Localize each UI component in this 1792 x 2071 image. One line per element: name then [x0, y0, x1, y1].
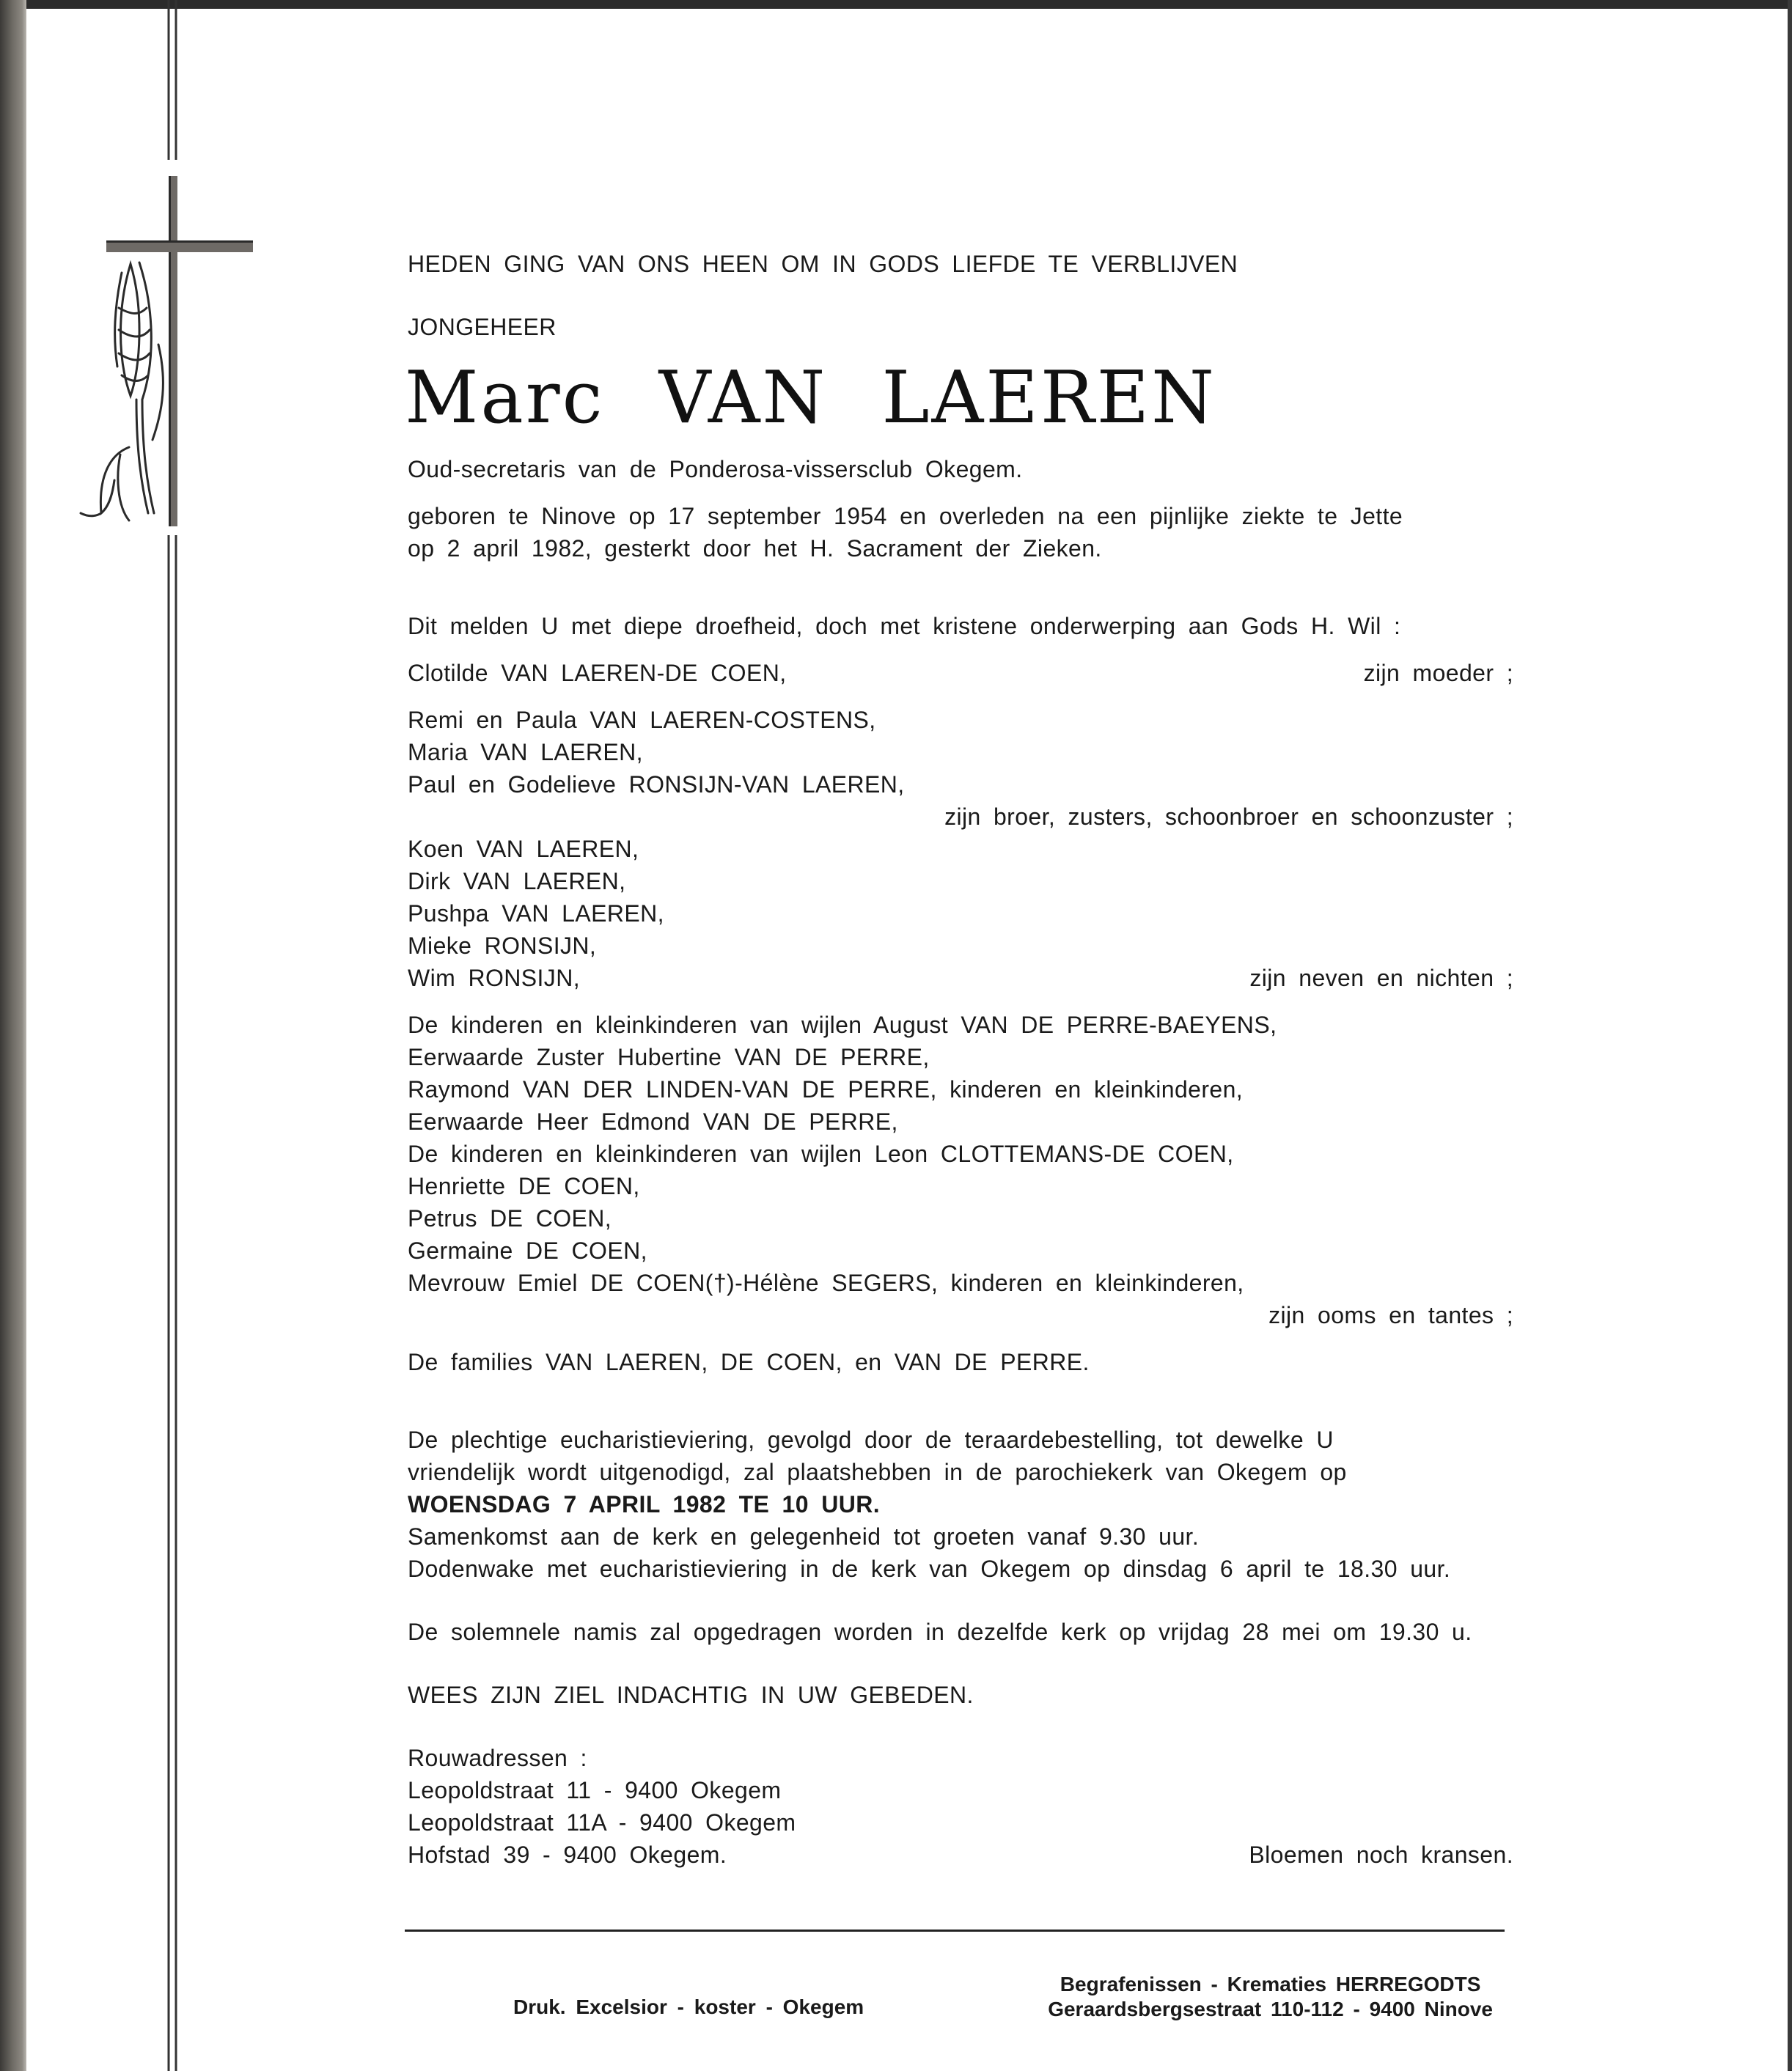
- uncle-line: Henriette DE COEN,: [408, 1173, 640, 1199]
- sibling-line: Remi en Paula VAN LAEREN-COSTENS,: [408, 707, 876, 733]
- flowers-note: Bloemen noch kransen.: [1249, 1842, 1513, 1868]
- addresses-label: Rouwadressen :: [408, 1745, 587, 1771]
- undertaker-credit: [1048, 1972, 1493, 2022]
- siblings-relation-row: [408, 801, 1513, 833]
- uncle-line: Mevrouw Emiel DE COEN(†)-Hélène SEGERS, kinderen en kleinkinderen,: [408, 1270, 1244, 1296]
- cross-wheat-icon: [66, 0, 264, 2071]
- cousin-line: Mieke RONSIJN,: [408, 932, 597, 959]
- address-line: Hofstad 39 - 9400 Okegem.: [408, 1842, 727, 1868]
- deceased-name: Marc VAN LAEREN: [405, 356, 1216, 440]
- ceremony-line-2: vriendelijk wordt uitgenodigd, zal plaatshebben in de parochiekerk van Okegem op: [408, 1459, 1347, 1485]
- scan-edge-top: [0, 0, 1792, 9]
- cousin-line: Dirk VAN LAEREN,: [408, 868, 626, 894]
- address-line: Leopoldstraat 11A - 9400 Okegem: [408, 1809, 796, 1836]
- mother-row: [408, 657, 1513, 689]
- undertaker-address: Geraardsbergsestraat 110-112 - 9400 Ninove: [1048, 1998, 1493, 2020]
- uncle-line: De kinderen en kleinkinderen van wijlen Leon CLOTTEMANS-DE COEN,: [408, 1141, 1234, 1167]
- mother-relation: zijn moeder ;: [1363, 660, 1513, 686]
- scan-edge-right: [1788, 0, 1792, 2071]
- gathering-line: Samenkomst aan de kerk en gelegenheid tot groeten vanaf 9.30 uur.: [408, 1523, 1200, 1550]
- uncles-relation: zijn ooms en tantes ;: [1268, 1302, 1513, 1328]
- prayer-line: WEES ZIJN ZIEL INDACHTIG IN UW GEBEDEN.: [408, 1682, 974, 1708]
- uncle-line: Raymond VAN DER LINDEN-VAN DE PERRE, kinderen en kleinkinderen,: [408, 1076, 1244, 1103]
- cousins-last-row: [408, 962, 1513, 994]
- salutation: JONGEHEER: [408, 314, 557, 340]
- ceremony-date: WOENSDAG 7 APRIL 1982 TE 10 UUR.: [408, 1491, 881, 1518]
- obituary-text: [405, 248, 1513, 1871]
- undertaker-name: Begrafenissen - Krematies HERREGODTS: [1060, 1973, 1481, 1995]
- announcement: Dit melden U met diepe droefheid, doch met kristene onderwerping aan Gods H. Wil :: [408, 613, 1401, 639]
- sibling-line: Paul en Godelieve RONSIJN-VAN LAEREN,: [408, 771, 905, 798]
- mother-name: Clotilde VAN LAEREN-DE COEN,: [408, 660, 787, 686]
- birth-line-1: geboren te Ninove op 17 september 1954 en overleden na een pijnlijke ziekte te Jette: [408, 503, 1403, 529]
- footer-divider: [405, 1930, 1505, 1932]
- address-last-row: [408, 1839, 1513, 1871]
- cousins-relation: zijn neven en nichten ;: [1249, 965, 1513, 991]
- address-line: Leopoldstraat 11 - 9400 Okegem: [408, 1777, 782, 1803]
- printer-credit: Druk. Excelsior - koster - Okegem: [513, 1995, 864, 2018]
- intro-line: HEDEN GING VAN ONS HEEN OM IN GODS LIEFDE TE VERBLIJVEN: [408, 251, 1238, 277]
- birth-line-2: op 2 april 1982, gesterkt door het H. Sacrament der Zieken.: [408, 535, 1102, 562]
- uncle-line: De kinderen en kleinkinderen van wijlen August VAN DE PERRE-BAEYENS,: [408, 1012, 1277, 1038]
- sibling-line: Maria VAN LAEREN,: [408, 739, 643, 765]
- cousin-line: Pushpa VAN LAEREN,: [408, 900, 664, 927]
- vigil-line: Dodenwake met eucharistieviering in de kerk van Okegem op dinsdag 6 april te 18.30 uur.: [408, 1556, 1451, 1582]
- ceremony-line-1: De plechtige eucharistieviering, gevolgd door de teraardebestelling, tot dewelke U: [408, 1427, 1334, 1453]
- uncles-relation-row: [408, 1299, 1513, 1331]
- cousin-line: Koen VAN LAEREN,: [408, 836, 639, 862]
- siblings-relation: zijn broer, zusters, schoonbroer en schoonzuster ;: [944, 803, 1513, 830]
- uncle-line: Petrus DE COEN,: [408, 1205, 612, 1232]
- families-line: De families VAN LAEREN, DE COEN, en VAN DE PERRE.: [408, 1349, 1090, 1375]
- uncle-line: Eerwaarde Heer Edmond VAN DE PERRE,: [408, 1108, 898, 1135]
- cousin-line: Wim RONSIJN,: [408, 965, 581, 991]
- uncle-line: Eerwaarde Zuster Hubertine VAN DE PERRE,: [408, 1044, 930, 1070]
- scan-edge-left: [0, 0, 26, 2071]
- role-line: Oud-secretaris van de Ponderosa-vissersclub Okegem.: [408, 456, 1023, 482]
- mass-line: De solemnele namis zal opgedragen worden in dezelfde kerk op vrijdag 28 mei om 19.30 u.: [408, 1619, 1472, 1645]
- uncle-line: Germaine DE COEN,: [408, 1237, 647, 1264]
